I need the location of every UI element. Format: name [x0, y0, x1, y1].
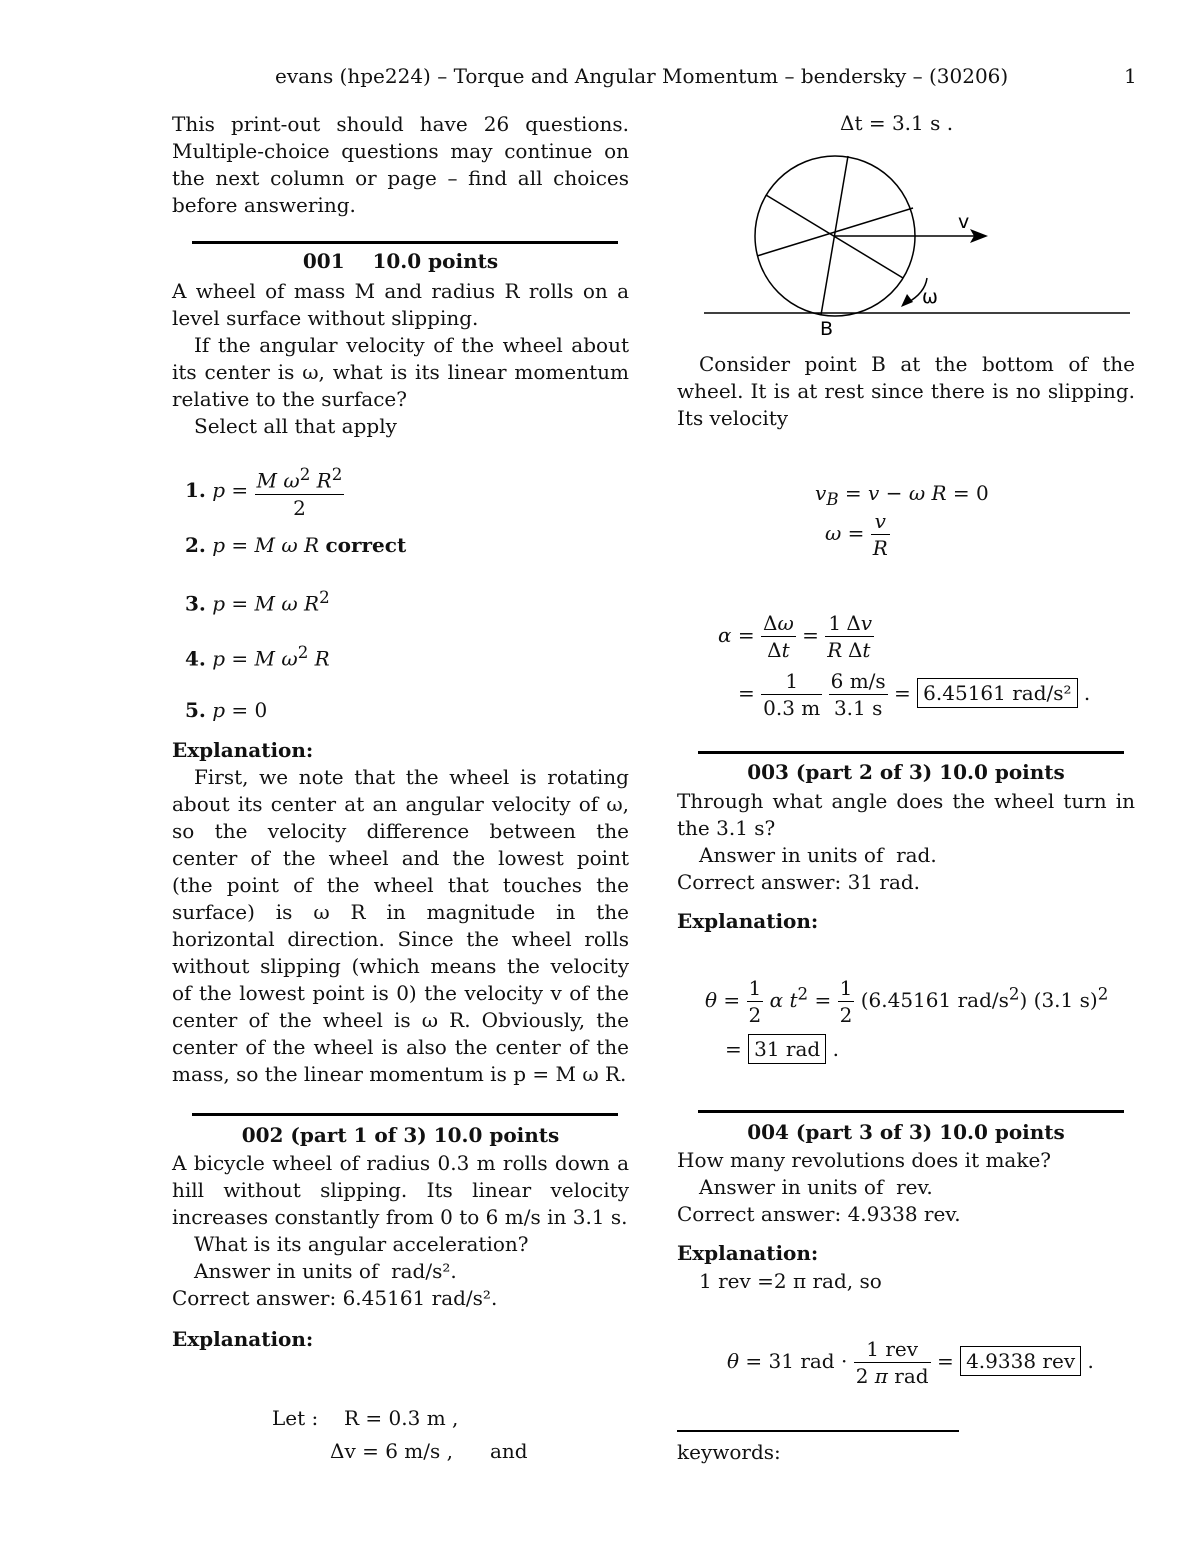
q004-question: How many revolutions does it make? [677, 1148, 1052, 1172]
q004-units: Answer in units of rev. [699, 1175, 933, 1199]
page-header [0, 64, 1200, 94]
q002-body [172, 1150, 629, 1312]
choice-4[interactable]: 4. p = M $\omega^2$ R [185, 643, 330, 671]
question-divider [698, 751, 1124, 754]
q004-conversion: 1 rev =2 π rad, so [699, 1269, 882, 1293]
q001-body [172, 278, 629, 440]
q002-question: What is its angular acceleration? [194, 1232, 529, 1256]
equation-theta-value: = 31 rad . [725, 1037, 839, 1061]
q004-answer: Correct answer: 4.9338 rev. [677, 1202, 961, 1226]
let-label: Let : [272, 1406, 319, 1430]
choice-2[interactable]: 2. p = M ω R correct [185, 533, 407, 557]
equation-vB: $v_B = v - \omega$ R = 0 [815, 481, 989, 509]
q001-text2: If the angular velocity of the wheel about its center is ω, what is its linear momentum relative to the surface? [172, 333, 629, 411]
keywords-divider [677, 1430, 959, 1432]
spoke [757, 208, 913, 256]
q002-units: Answer in units of rad/s². [194, 1259, 457, 1283]
equation-alpha-value: = $\frac{1}{0.3 m}$ $\frac{6 m/s}{3.1 s}$ = 6.45161 rad/s² . [738, 669, 1091, 720]
equation-alpha: α = $\frac{\Delta\omega}{\Delta t}$ = $\frac{1}{R}$ $\frac{\Delta v}{\Delta t}$ [718, 611, 873, 662]
q003-heading: 003 (part 2 of 3) 10.0 points [747, 760, 1065, 784]
choice-5[interactable]: 5. p = 0 [185, 698, 268, 722]
q002-explanation-label: Explanation: [172, 1327, 314, 1351]
omega-label: ω [922, 286, 938, 308]
intro-text: This print-out should have 26 questions. Multiple-choice questions may continue on the next column or page – find all choices before answering. [172, 112, 629, 217]
equation-revolutions: θ = 31 rad · $\frac{\text{1 rev}}{\text{2 π rad}}$ = 4.9338 rev . [727, 1337, 1094, 1388]
document-title: evans (hpe224) – Torque and Angular Momentum – bendersky – (30206) [275, 64, 1009, 88]
q001-explanation: First, we note that the wheel is rotating about its center at an angular velocity of ω, so the velocity difference between the center of the wheel and the lowest point (the point of the wheel that touches the surface) is ω R in magnitude in the horizontal direction. Since the wheel rolls without slipping (which means the velocity of the lowest point is 0) the velocity v of the center of the wheel is ω R. Obviously, the center of the wheel is also the center of the mass, so the linear momentum is p = M ω R. [172, 765, 629, 1086]
q001-text1: A wheel of mass M and radius R rolls on a level surface without slipping. [172, 279, 629, 330]
point-B-label: B [820, 318, 834, 340]
question-divider [192, 241, 618, 244]
q002-heading: 002 (part 1 of 3) 10.0 points [241, 1123, 560, 1147]
equation-omega: ω = $\frac{v}{R}$ [825, 509, 888, 560]
q003-result: 31 rad [748, 1034, 826, 1064]
question-divider [192, 1113, 618, 1116]
let-dt: Δt = 3.1 s . [840, 111, 954, 135]
q001-explanation-label: Explanation: [172, 738, 314, 762]
let-R: R = 0.3 m , [344, 1406, 459, 1430]
q003-question: Through what angle does the wheel turn in the 3.1 s? [677, 789, 1135, 840]
let-and: and [490, 1439, 528, 1463]
q003-units: Answer in units of rad. [699, 843, 937, 867]
rotation-arrowhead [901, 294, 913, 307]
velocity-label: v [958, 211, 970, 233]
correct-label: correct [325, 533, 407, 557]
rolling-wheel-diagram [700, 150, 1140, 345]
q003-body [677, 788, 1135, 896]
q004-result: 4.9338 rev [960, 1346, 1081, 1376]
question-divider [698, 1110, 1124, 1113]
keywords-label: keywords: [677, 1440, 781, 1464]
q002-answer: Correct answer: 6.45161 rad/s². [172, 1286, 498, 1310]
choice-1[interactable]: 1. p = $\frac{M \omega^2 R^2}{2}$ [185, 462, 344, 521]
q003-answer: Correct answer: 31 rad. [677, 870, 921, 894]
q001-heading: 001 10.0 points [302, 249, 499, 273]
q002-result: 6.45161 rad/s² [917, 678, 1077, 708]
q001-select: Select all that apply [194, 414, 397, 438]
q004-body [677, 1147, 1135, 1228]
choice-3[interactable]: 3. p = M ω $R^2$ [185, 588, 330, 616]
q002-text: A bicycle wheel of radius 0.3 m rolls down a hill without slipping. Its linear velocity increases constantly from 0 to 6 m/s in 3.1 s. [172, 1151, 629, 1229]
let-dv: Δv = 6 m/s , [330, 1439, 453, 1463]
q004-explanation-label: Explanation: [677, 1241, 819, 1265]
equation-theta: θ = $\frac{1}{2}$ α $t^2$ = $\frac{1}{2}$ (6.45161 rad/$s^2$) (3.1 s)$^2$ [705, 976, 1109, 1027]
q002-text-after: Consider point B at the bottom of the wheel. It is at rest since there is no slipping. Its velocity [677, 352, 1135, 430]
q003-explanation-label: Explanation: [677, 909, 819, 933]
q004-heading: 004 (part 3 of 3) 10.0 points [747, 1120, 1065, 1144]
page-number: 1 [1124, 64, 1137, 88]
